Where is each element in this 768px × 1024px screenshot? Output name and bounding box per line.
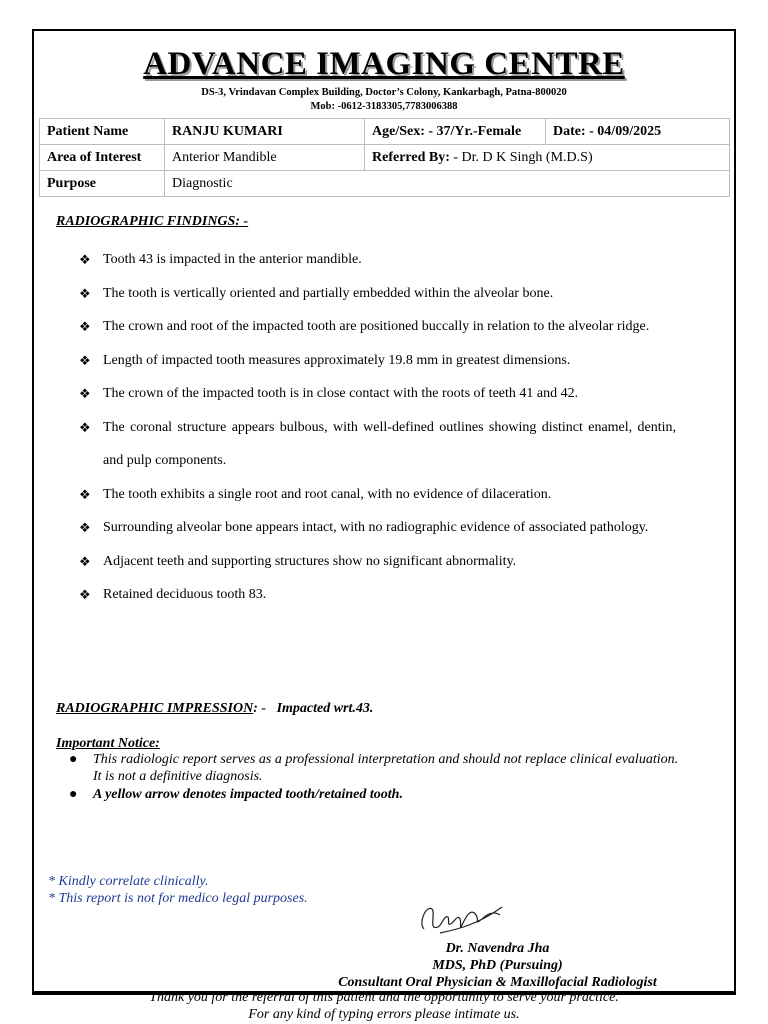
finding-text: Retained deciduous tooth 83.: [103, 587, 267, 602]
list-item: [79, 277, 676, 311]
table-row: [40, 119, 730, 145]
impression-separator: : -: [253, 701, 267, 716]
finding-text: Surrounding alveolar bone appears intact, with no radiographic evidence of associated pathology.: [103, 520, 649, 535]
doctor-name: Dr. Navendra Jha: [445, 941, 550, 956]
diamond-bullet-icon: ❖: [79, 419, 91, 435]
diamond-bullet-icon: ❖: [79, 486, 91, 502]
list-item: [79, 310, 676, 344]
notice-text: This radiologic report serves as a professional interpretation and should not replace clinical evaluation. It is not a definitive diagnosis.: [93, 752, 679, 784]
referred-label: Referred By:: [372, 149, 450, 165]
purpose-label: Purpose: [40, 171, 165, 197]
bullet-icon: ●: [69, 752, 78, 767]
diamond-bullet-icon: ❖: [79, 352, 91, 368]
notice-list: [69, 752, 689, 806]
patient-name: RANJU KUMARI: [165, 119, 365, 145]
finding-text: The tooth exhibits a single root and root canal, with no evidence of dilaceration.: [103, 486, 552, 502]
report-date: Date: - 04/09/2025: [546, 119, 730, 145]
list-item: [79, 411, 676, 478]
list-item: [79, 545, 676, 579]
list-item: [69, 787, 689, 804]
diamond-bullet-icon: ❖: [79, 386, 91, 401]
findings-heading: RADIOGRAPHIC FINDINGS: -: [56, 214, 249, 229]
finding-text: Tooth 43 is impacted in the anterior mandible.: [103, 252, 362, 267]
finding-text: The coronal structure appears bulbous, with well-defined outlines showing distinct enamel, dentin, and pulp components.: [103, 419, 676, 468]
diamond-bullet-icon: ❖: [79, 319, 91, 334]
finding-text: The tooth is vertically oriented and partially embedded within the alveolar bone.: [103, 285, 554, 301]
patient-info-table: [39, 118, 730, 197]
footer-typing-note: For any kind of typing errors please intimate us.: [248, 1007, 520, 1022]
referred-value: - Dr. D K Singh (M.D.S): [449, 149, 593, 165]
notice-heading: Important Notice:: [56, 736, 160, 751]
purpose-value: Diagnostic: [165, 171, 730, 197]
list-item: [79, 344, 676, 378]
clinic-address: DS-3, Vrindavan Complex Building, Doctor’s Colony, Kankarbagh, Patna-800020: [201, 87, 567, 98]
diamond-bullet-icon: ❖: [79, 520, 91, 535]
patient-name-label: Patient Name: [40, 119, 165, 145]
list-item: [79, 377, 676, 411]
table-row: [40, 171, 730, 197]
diamond-bullet-icon: ❖: [79, 553, 91, 569]
finding-text: Length of impacted tooth measures approximately 19.8 mm in greatest dimensions.: [103, 352, 571, 368]
list-item: [79, 578, 676, 612]
area-label: Area of Interest: [40, 145, 165, 171]
diamond-bullet-icon: ❖: [79, 252, 91, 267]
list-item: [69, 752, 689, 785]
clinic-title: ADVANCE IMAGING CENTRE: [143, 46, 625, 82]
doctor-title: Consultant Oral Physician & Maxillofacial Radiologist: [338, 975, 657, 990]
impression-heading: RADIOGRAPHIC IMPRESSION: [56, 701, 254, 716]
remark-line: * Kindly correlate clinically.: [48, 874, 209, 889]
list-item: [79, 511, 676, 545]
finding-text: Adjacent teeth and supporting structures show no significant abnormality.: [103, 553, 517, 569]
signature: [410, 893, 510, 939]
diamond-bullet-icon: ❖: [79, 285, 91, 301]
impression-line: [56, 701, 373, 717]
finding-text: The crown and root of the impacted tooth are positioned buccally in relation to the alveolar ridge.: [103, 319, 650, 334]
clinic-mobile: Mob: -0612-3183305,7783006388: [310, 101, 458, 112]
referred-by: [365, 145, 730, 171]
table-row: [40, 145, 730, 171]
list-item: [79, 478, 676, 512]
notice-text: A yellow arrow denotes impacted tooth/retained tooth.: [93, 787, 403, 802]
list-item: [79, 243, 676, 277]
remark-line: * This report is not for medico legal purposes.: [48, 891, 308, 906]
patient-age-sex: Age/Sex: - 37/Yr.-Female: [365, 119, 546, 145]
doctor-qualification: MDS, PhD (Pursuing): [432, 958, 563, 973]
impression-value: Impacted wrt.43.: [276, 701, 374, 716]
diamond-bullet-icon: ❖: [79, 587, 91, 602]
bullet-icon: ●: [69, 787, 78, 802]
findings-list: [79, 243, 676, 612]
area-value: Anterior Mandible: [165, 145, 365, 171]
remarks: [48, 873, 308, 907]
finding-text: The crown of the impacted tooth is in close contact with the roots of teeth 41 and 42.: [103, 386, 579, 401]
footer-thanks: Thank you for the referral of this patient and the opportunity to serve your practice.: [149, 990, 619, 1005]
